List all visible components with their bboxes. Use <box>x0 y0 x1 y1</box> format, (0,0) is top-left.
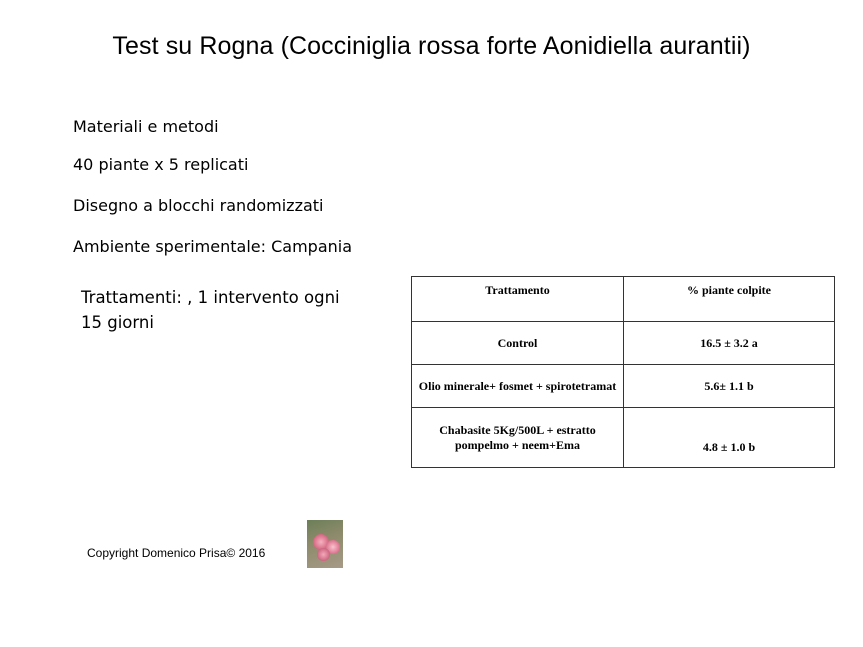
treatments-note: Trattamenti: , 1 intervento ogni 15 giorni <box>81 288 340 332</box>
row-value: 5.6± 1.1 b <box>624 365 835 408</box>
table-row <box>412 322 835 365</box>
bullet-materials: Materiali e metodi <box>73 117 219 136</box>
bullet-environment: Ambiente sperimentale: Campania <box>73 237 353 256</box>
results-table <box>411 276 835 468</box>
table-header-row <box>412 277 835 322</box>
row-value: 4.8 ± 1.0 b <box>624 408 835 468</box>
table-row <box>412 365 835 408</box>
row-treatment: Chabasite 5Kg/500L + estratto pompelmo + neem+Ema <box>412 408 624 468</box>
row-treatment: Olio minerale+ fosmet + spirotetramat <box>412 365 624 408</box>
copyright-text: Copyright Domenico Prisa© 2016 <box>87 546 266 560</box>
row-value: 16.5 ± 3.2 a <box>624 322 835 365</box>
slide-title: Test su Rogna (Cocciniglia rossa forte Aonidiella aurantii) <box>112 32 751 60</box>
header-percent: % piante colpite <box>624 277 835 322</box>
table-row <box>412 408 835 468</box>
bullet-plants: 40 piante x 5 replicati <box>73 155 249 174</box>
row-treatment: Control <box>412 322 624 365</box>
flower-photo <box>307 520 343 568</box>
bullet-design: Disegno a blocchi randomizzati <box>73 196 324 215</box>
header-treatment: Trattamento <box>412 277 624 322</box>
